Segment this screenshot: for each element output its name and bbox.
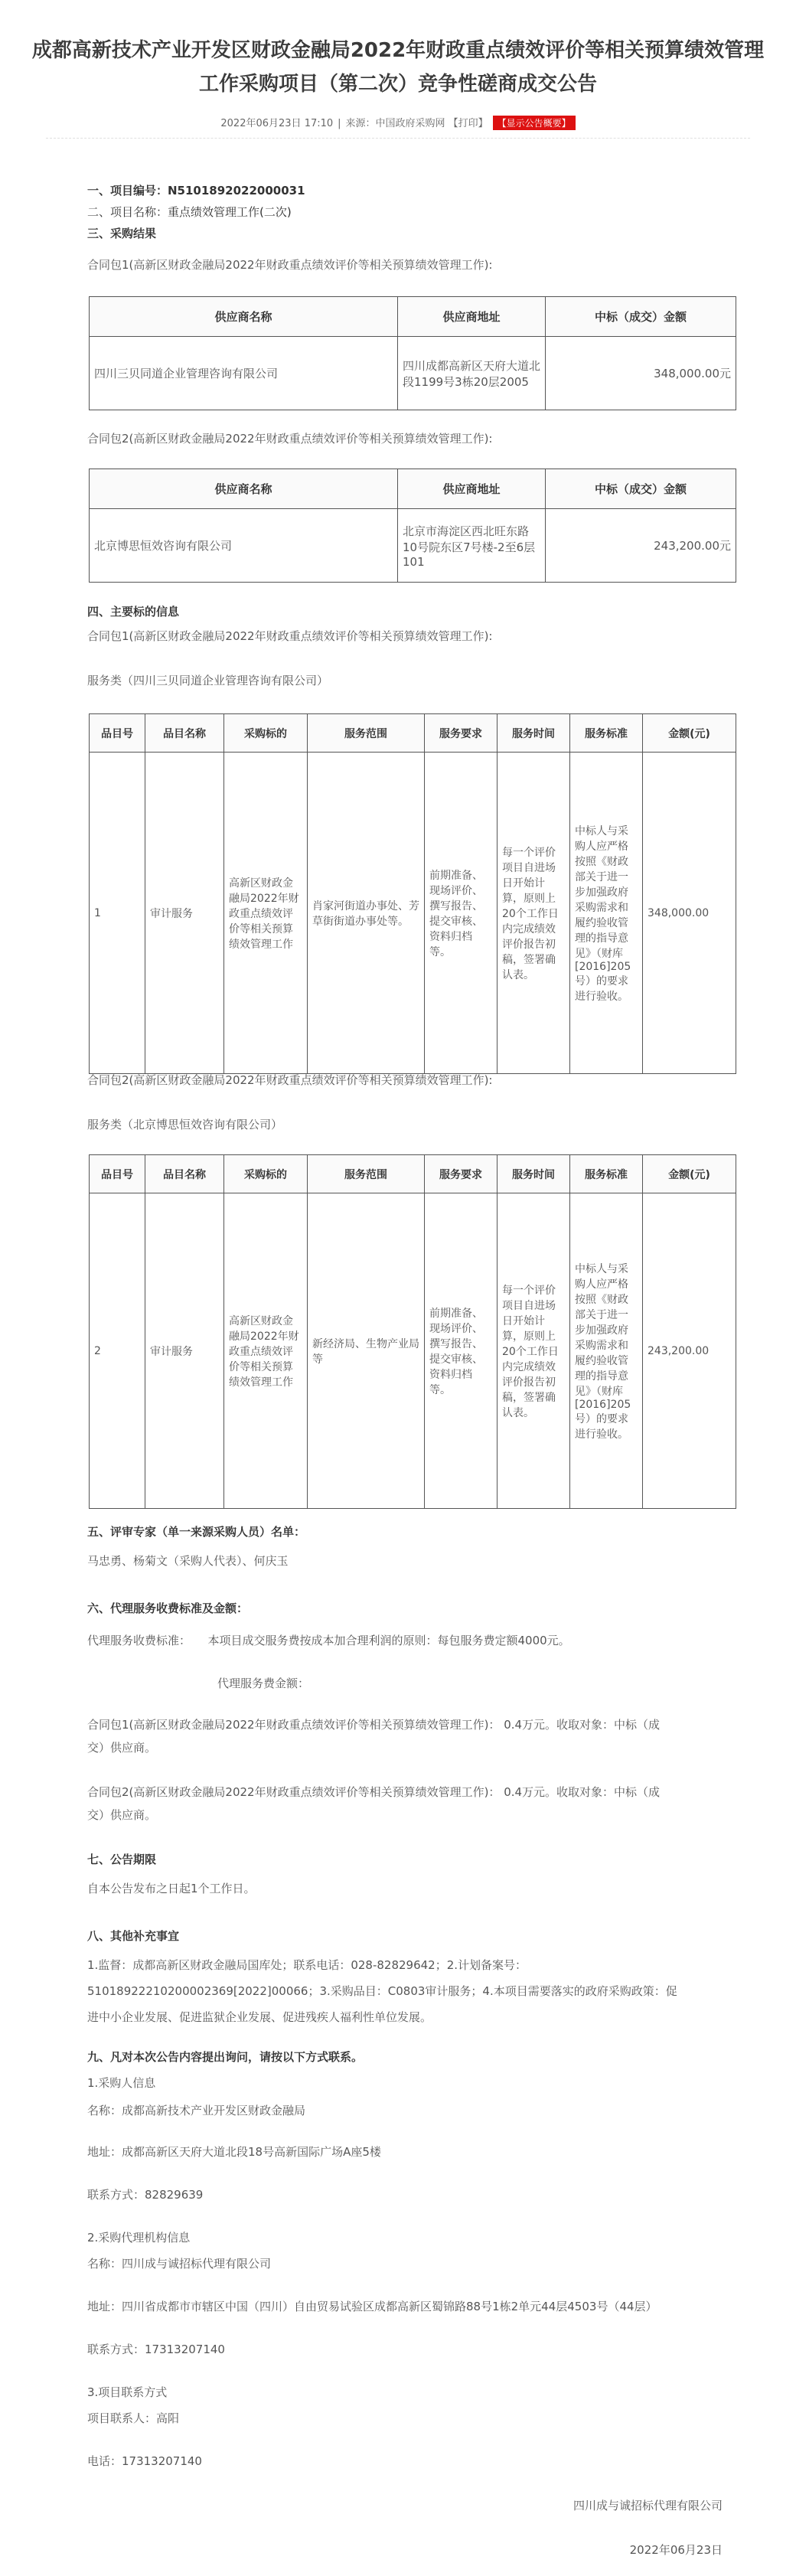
col-amount: 金额(元) — [643, 714, 736, 753]
section-experts: 五、评审专家（单一来源采购人员）名单： — [87, 1525, 306, 1539]
item-std: 中标人与采购人应严格按照《财政部关于进一步加强政府采购需求和履约验收管理的指导意见》（财库[2016]205号）的要求进行验收。 — [570, 1193, 643, 1509]
col-scope: 服务范围 — [308, 1155, 425, 1193]
purchaser-title: 1.采购人信息 — [87, 2076, 156, 2090]
item-name: 审计服务 — [145, 753, 224, 1074]
section-items: 四、主要标的信息 — [87, 605, 180, 619]
divider — [46, 138, 750, 139]
supplier-amount: 243,200.00元 — [546, 509, 736, 583]
pkg1-label: 合同包1(高新区财政金融局2022年财政重点绩效评价等相关预算绩效管理工作): — [87, 258, 493, 272]
service-type-2: 服务类（北京博思恒效咨询有限公司） — [87, 1118, 283, 1131]
service-type-1: 服务类（四川三贝同道企业管理咨询有限公司） — [87, 674, 329, 687]
pkg2-label: 合同包2(高新区财政金融局2022年财政重点绩效评价等相关预算绩效管理工作): — [87, 432, 493, 446]
purchaser-phone: 联系方式：82829639 — [87, 2188, 204, 2202]
supplier-name: 四川三贝同道企业管理咨询有限公司 — [90, 337, 398, 410]
col-amount: 中标（成交）金额 — [546, 297, 736, 337]
item-target: 高新区财政金融局2022年财政重点绩效评价等相关预算绩效管理工作 — [224, 1193, 308, 1509]
items-table-2 — [89, 1154, 736, 1509]
col-scope: 服务范围 — [308, 714, 425, 753]
section-period: 七、公告期限 — [87, 1853, 157, 1866]
experts-list: 马忠勇、杨菊文（采购人代表）、何庆玉 — [87, 1554, 289, 1568]
agency-title: 2.采购代理机构信息 — [87, 2231, 191, 2245]
col-supplier-name: 供应商名称 — [90, 469, 398, 509]
item-scope: 新经济局、生物产业局等 — [308, 1193, 425, 1509]
section-other: 八、其他补充事宜 — [87, 1929, 180, 1943]
show-summary-button[interactable]: 【显示公告概要】 — [493, 116, 576, 130]
item-name: 审计服务 — [145, 1193, 224, 1509]
col-target: 采购标的 — [224, 1155, 308, 1193]
project-contact-person: 项目联系人：高阳 — [87, 2411, 180, 2425]
col-name: 品目名称 — [145, 714, 224, 753]
col-req: 服务要求 — [425, 1155, 497, 1193]
fee-pkg1-line2: 交）供应商。 — [87, 1741, 157, 1755]
items-table-1 — [89, 713, 736, 1074]
other-line1: 1.监督：成都高新区财政金融局国库处；联系电话：028-82829642；2.计划备案号： — [87, 1958, 527, 1972]
col-no: 品目号 — [90, 1155, 145, 1193]
supplier-address: 四川成都高新区天府大道北段1199号3栋20层2005 — [398, 337, 546, 410]
title-line-2: 工作采购项目（第二次）竞争性磋商成交公告 — [198, 73, 597, 96]
item-no: 1 — [90, 753, 145, 1074]
source-text: 来源：中国政府采购网 — [345, 118, 445, 129]
col-time: 服务时间 — [497, 1155, 570, 1193]
agency-name: 名称：四川成与诚招标代理有限公司 — [87, 2257, 272, 2271]
fee-pkg1-line1: 合同包1(高新区财政金融局2022年财政重点绩效评价等相关预算绩效管理工作)： 0.4万元。收取对象：中标（成 — [87, 1718, 661, 1732]
item-std: 中标人与采购人应严格按照《财政部关于进一步加强政府采购需求和履约验收管理的指导意见》（财库[2016]205号）的要求进行验收。 — [570, 753, 643, 1074]
publish-datetime: 2022年06月23日 17:10 — [220, 118, 334, 129]
item-time: 每一个评价项目自进场日开始计算，原则上20个工作日内完成绩效评价报告初稿，签署确认表。 — [497, 1193, 570, 1509]
col-no: 品目号 — [90, 714, 145, 753]
col-std: 服务标准 — [570, 714, 643, 753]
title-line-1: 成都高新技术产业开发区财政金融局2022年财政重点绩效评价等相关预算绩效管理 — [31, 39, 765, 62]
item-scope: 肖家河街道办事处、芳草街街道办事处等。 — [308, 753, 425, 1074]
supplier-table-1 — [89, 296, 736, 410]
col-std: 服务标准 — [570, 1155, 643, 1193]
meta-bar: 2022年06月23日 17:10 | 来源：中国政府采购网 【打印】 【显示公告概要】 — [0, 115, 796, 130]
col-supplier-address: 供应商地址 — [398, 469, 546, 509]
item-target: 高新区财政金融局2022年财政重点绩效评价等相关预算绩效管理工作 — [224, 753, 308, 1074]
purchaser-address: 地址：成都高新区天府大道北段18号高新国际广场A座5楼 — [87, 2145, 381, 2159]
col-name: 品目名称 — [145, 1155, 224, 1193]
item-req: 前期准备、现场评价、撰写报告、提交审核、资料归档等。 — [425, 753, 497, 1074]
supplier-amount: 348,000.00元 — [546, 337, 736, 410]
col-time: 服务时间 — [497, 714, 570, 753]
col-supplier-name: 供应商名称 — [90, 297, 398, 337]
item-amount: 243,200.00 — [643, 1193, 736, 1509]
col-amount: 金额(元) — [643, 1155, 736, 1193]
project-name: 二、项目名称：重点绩效管理工作(二次) — [87, 205, 292, 219]
fee-amount-label: 代理服务费金额： — [217, 1677, 310, 1690]
signature-date: 2022年06月23日 — [629, 2543, 723, 2557]
project-number: 一、项目编号：N5101892022000031 — [87, 184, 305, 198]
supplier-name: 北京博思恒效咨询有限公司 — [90, 509, 398, 583]
section-contact: 九、凡对本次公告内容提出询问，请按以下方式联系。 — [87, 2050, 364, 2064]
col-amount: 中标（成交）金额 — [546, 469, 736, 509]
period-text: 自本公告发布之日起1个工作日。 — [87, 1882, 256, 1895]
col-req: 服务要求 — [425, 714, 497, 753]
project-contact-title: 3.项目联系方式 — [87, 2385, 168, 2399]
col-target: 采购标的 — [224, 714, 308, 753]
agency-phone: 联系方式：17313207140 — [87, 2343, 225, 2356]
pkg2-label: 合同包2(高新区财政金融局2022年财政重点绩效评价等相关预算绩效管理工作): — [87, 1073, 493, 1087]
fee-pkg2-line1: 合同包2(高新区财政金融局2022年财政重点绩效评价等相关预算绩效管理工作)： 0.4万元。收取对象：中标（成 — [87, 1785, 661, 1799]
page-title — [0, 34, 796, 101]
other-line2: 510189222102000023​69[2022]00066；3.采购品目：C0803审计服务；4.本项目需要落实的政府采购政策：促 — [87, 1984, 677, 1998]
fee-standard: 代理服务收费标准： 本项目成交服务费按成本加合理利润的原则：每包服务费定额4000元。 — [87, 1634, 570, 1647]
purchaser-name: 名称：成都高新技术产业开发区财政金融局 — [87, 2104, 306, 2117]
agency-address: 地址：四川省成都市市辖区中国（四川）自由贸易试验区成都高新区蜀锦路88号1栋2单元44层4503号（44层） — [87, 2300, 657, 2313]
item-no: 2 — [90, 1193, 145, 1509]
supplier-table-2 — [89, 469, 736, 583]
fee-pkg2-line2: 交）供应商。 — [87, 1808, 157, 1822]
item-amount: 348,000.00 — [643, 753, 736, 1074]
section-fees: 六、代理服务收费标准及金额： — [87, 1601, 249, 1615]
signature-org: 四川成与诚招标代理有限公司 — [573, 2499, 723, 2512]
other-line3: 进中小企业发展、促进监狱企业发展、促进残疾人福利性单位发展。 — [87, 2010, 432, 2024]
section-results: 三、采购结果 — [87, 227, 157, 240]
item-time: 每一个评价项目自进场日开始计算，原则上20个工作日内完成绩效评价报告初稿，签署确认表。 — [497, 753, 570, 1074]
pkg1-label: 合同包1(高新区财政金融局2022年财政重点绩效评价等相关预算绩效管理工作): — [87, 629, 493, 643]
supplier-address: 北京市海淀区西北旺东路10号院东区7号楼-2至6层101 — [398, 509, 546, 583]
print-link[interactable]: 【打印】 — [448, 118, 488, 129]
project-contact-phone: 电话：17313207140 — [87, 2454, 202, 2468]
col-supplier-address: 供应商地址 — [398, 297, 546, 337]
item-req: 前期准备、现场评价、撰写报告、提交审核、资料归档等。 — [425, 1193, 497, 1509]
